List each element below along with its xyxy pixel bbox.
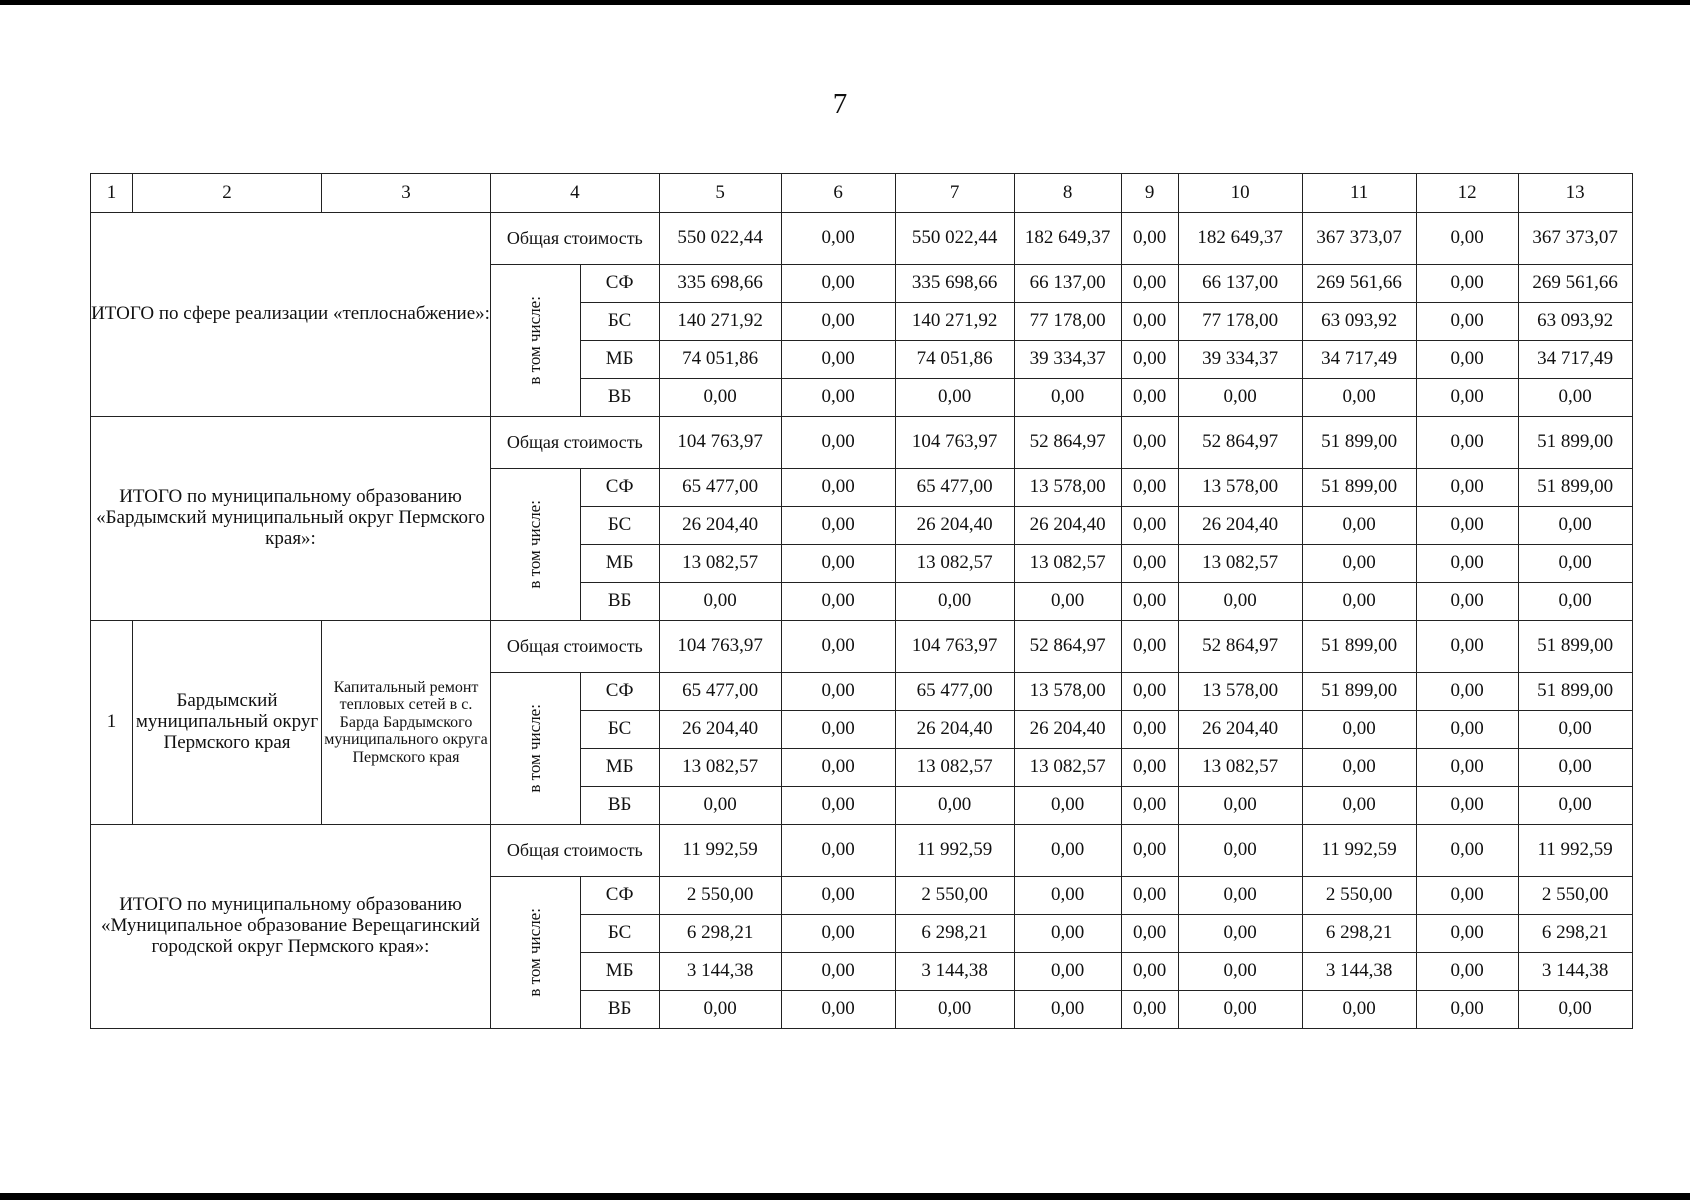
value-cell: 0,00 [1518, 507, 1632, 545]
value-cell: 0,00 [659, 379, 781, 417]
value-cell: 0,00 [1416, 711, 1518, 749]
page-number: 7 [832, 88, 848, 120]
funding-source-label: МБ [580, 341, 659, 379]
value-cell: 550 022,44 [895, 213, 1014, 265]
value-cell: 13 578,00 [1014, 673, 1121, 711]
value-cell: 0,00 [781, 213, 895, 265]
value-cell: 182 649,37 [1014, 213, 1121, 265]
value-cell: 269 561,66 [1302, 265, 1416, 303]
value-cell: 104 763,97 [659, 621, 781, 673]
including-label: в том числе: [524, 908, 544, 997]
object-name: Капитальный ремонт тепловых сетей в с. Барда Бардымского муниципального округа Пермского края [322, 621, 491, 825]
total-cost-label: Общая стоимость [491, 417, 660, 469]
value-cell: 0,00 [1178, 991, 1302, 1029]
header-cell: 9 [1121, 174, 1178, 213]
table-body [91, 174, 1633, 1029]
value-cell: 66 137,00 [1178, 265, 1302, 303]
value-cell: 367 373,07 [1302, 213, 1416, 265]
value-cell: 26 204,40 [659, 507, 781, 545]
value-cell: 0,00 [1014, 915, 1121, 953]
value-cell: 0,00 [1014, 991, 1121, 1029]
value-cell: 13 082,57 [659, 545, 781, 583]
value-cell: 0,00 [1416, 991, 1518, 1029]
value-cell: 51 899,00 [1518, 673, 1632, 711]
value-cell: 0,00 [1121, 711, 1178, 749]
value-cell: 26 204,40 [895, 507, 1014, 545]
value-cell: 0,00 [1302, 583, 1416, 621]
value-cell: 0,00 [1121, 469, 1178, 507]
value-cell: 39 334,37 [1178, 341, 1302, 379]
value-cell: 182 649,37 [1178, 213, 1302, 265]
value-cell: 0,00 [1121, 265, 1178, 303]
value-cell: 0,00 [1121, 583, 1178, 621]
value-cell: 34 717,49 [1302, 341, 1416, 379]
scan-bottom-edge [0, 1193, 1690, 1200]
funding-source-label: СФ [580, 877, 659, 915]
value-cell: 52 864,97 [1014, 621, 1121, 673]
value-cell: 11 992,59 [895, 825, 1014, 877]
value-cell: 0,00 [1416, 953, 1518, 991]
value-cell: 335 698,66 [659, 265, 781, 303]
value-cell: 0,00 [1416, 787, 1518, 825]
value-cell: 39 334,37 [1014, 341, 1121, 379]
value-cell: 0,00 [1416, 915, 1518, 953]
value-cell: 11 992,59 [1518, 825, 1632, 877]
value-cell: 140 271,92 [895, 303, 1014, 341]
value-cell: 26 204,40 [659, 711, 781, 749]
header-cell: 10 [1178, 174, 1302, 213]
value-cell: 66 137,00 [1014, 265, 1121, 303]
value-cell: 0,00 [1014, 583, 1121, 621]
value-cell: 26 204,40 [1178, 711, 1302, 749]
value-cell: 0,00 [1121, 507, 1178, 545]
value-cell: 0,00 [781, 621, 895, 673]
value-cell: 0,00 [1014, 877, 1121, 915]
including-label-cell [491, 265, 581, 417]
value-cell: 0,00 [1416, 379, 1518, 417]
value-cell: 0,00 [1121, 417, 1178, 469]
budget-table [90, 173, 1633, 1029]
value-cell: 0,00 [1302, 787, 1416, 825]
value-cell: 0,00 [1416, 673, 1518, 711]
value-cell: 0,00 [1416, 303, 1518, 341]
funding-source-label: СФ [580, 469, 659, 507]
value-cell: 0,00 [781, 711, 895, 749]
funding-source-label: ВБ [580, 583, 659, 621]
value-cell: 0,00 [1014, 953, 1121, 991]
value-cell: 51 899,00 [1302, 417, 1416, 469]
value-cell: 0,00 [1518, 787, 1632, 825]
value-cell: 2 550,00 [1302, 877, 1416, 915]
funding-source-label: БС [580, 507, 659, 545]
value-cell: 65 477,00 [659, 469, 781, 507]
header-cell: 5 [659, 174, 781, 213]
value-cell: 0,00 [1302, 507, 1416, 545]
value-cell: 0,00 [1121, 953, 1178, 991]
value-cell: 0,00 [781, 265, 895, 303]
header-cell: 6 [781, 174, 895, 213]
value-cell: 0,00 [1121, 341, 1178, 379]
group-label: ИТОГО по муниципальному образованию «Бардымский муниципальный округ Пермского края»: [91, 417, 491, 621]
value-cell: 0,00 [1121, 379, 1178, 417]
value-cell: 550 022,44 [659, 213, 781, 265]
table-row [91, 825, 1633, 877]
value-cell: 0,00 [1014, 379, 1121, 417]
value-cell: 0,00 [781, 583, 895, 621]
value-cell: 0,00 [1518, 991, 1632, 1029]
value-cell: 0,00 [1178, 825, 1302, 877]
value-cell: 74 051,86 [895, 341, 1014, 379]
value-cell: 0,00 [1178, 915, 1302, 953]
funding-source-label: СФ [580, 265, 659, 303]
scan-top-edge [0, 0, 1690, 5]
header-cell: 12 [1416, 174, 1518, 213]
including-label: в том числе: [524, 704, 544, 793]
value-cell: 0,00 [1178, 379, 1302, 417]
value-cell: 0,00 [1121, 825, 1178, 877]
value-cell: 0,00 [895, 583, 1014, 621]
value-cell: 52 864,97 [1178, 621, 1302, 673]
municipality-name: Бардымский муниципальный округ Пермского края [133, 621, 322, 825]
header-cell: 13 [1518, 174, 1632, 213]
value-cell: 0,00 [659, 787, 781, 825]
value-cell: 0,00 [1014, 825, 1121, 877]
value-cell: 2 550,00 [1518, 877, 1632, 915]
value-cell: 0,00 [1121, 749, 1178, 787]
funding-source-label: МБ [580, 545, 659, 583]
value-cell: 0,00 [781, 545, 895, 583]
value-cell: 0,00 [1416, 417, 1518, 469]
group-label: ИТОГО по сфере реализации «теплоснабжение»: [91, 213, 491, 417]
total-cost-label: Общая стоимость [491, 825, 660, 877]
value-cell: 63 093,92 [1302, 303, 1416, 341]
value-cell: 3 144,38 [659, 953, 781, 991]
value-cell: 26 204,40 [1014, 507, 1121, 545]
funding-source-label: ВБ [580, 991, 659, 1029]
value-cell: 26 204,40 [1014, 711, 1121, 749]
header-cell: 4 [491, 174, 660, 213]
value-cell: 0,00 [1416, 621, 1518, 673]
value-cell: 51 899,00 [1302, 469, 1416, 507]
value-cell: 104 763,97 [659, 417, 781, 469]
value-cell: 335 698,66 [895, 265, 1014, 303]
value-cell: 51 899,00 [1302, 621, 1416, 673]
value-cell: 0,00 [781, 507, 895, 545]
value-cell: 269 561,66 [1518, 265, 1632, 303]
value-cell: 0,00 [1416, 265, 1518, 303]
funding-source-label: БС [580, 915, 659, 953]
value-cell: 104 763,97 [895, 621, 1014, 673]
value-cell: 2 550,00 [895, 877, 1014, 915]
value-cell: 13 082,57 [659, 749, 781, 787]
value-cell: 0,00 [781, 469, 895, 507]
value-cell: 0,00 [1121, 621, 1178, 673]
value-cell: 0,00 [781, 341, 895, 379]
value-cell: 65 477,00 [895, 469, 1014, 507]
value-cell: 0,00 [1121, 303, 1178, 341]
value-cell: 63 093,92 [1518, 303, 1632, 341]
value-cell: 0,00 [1518, 545, 1632, 583]
value-cell: 0,00 [1416, 877, 1518, 915]
value-cell: 140 271,92 [659, 303, 781, 341]
table-row [91, 621, 1633, 673]
value-cell: 0,00 [781, 303, 895, 341]
funding-source-label: БС [580, 303, 659, 341]
value-cell: 6 298,21 [659, 915, 781, 953]
value-cell: 0,00 [1302, 545, 1416, 583]
value-cell: 367 373,07 [1518, 213, 1632, 265]
group-label: ИТОГО по муниципальному образованию «Муниципальное образование Верещагинский городской округ Пермского края»: [91, 825, 491, 1029]
value-cell: 51 899,00 [1518, 417, 1632, 469]
value-cell: 65 477,00 [659, 673, 781, 711]
value-cell: 104 763,97 [895, 417, 1014, 469]
value-cell: 6 298,21 [1302, 915, 1416, 953]
value-cell: 13 082,57 [1178, 545, 1302, 583]
value-cell: 0,00 [781, 991, 895, 1029]
value-cell: 0,00 [781, 877, 895, 915]
value-cell: 0,00 [895, 991, 1014, 1029]
value-cell: 0,00 [1416, 583, 1518, 621]
value-cell: 0,00 [1302, 749, 1416, 787]
value-cell: 0,00 [1121, 213, 1178, 265]
value-cell: 13 082,57 [895, 545, 1014, 583]
value-cell: 13 082,57 [1014, 545, 1121, 583]
value-cell: 0,00 [1121, 877, 1178, 915]
value-cell: 0,00 [659, 583, 781, 621]
row-number: 1 [91, 621, 133, 825]
value-cell: 3 144,38 [1518, 953, 1632, 991]
value-cell: 0,00 [1302, 379, 1416, 417]
value-cell: 0,00 [1121, 991, 1178, 1029]
value-cell: 0,00 [1178, 787, 1302, 825]
funding-source-label: БС [580, 711, 659, 749]
value-cell: 51 899,00 [1518, 469, 1632, 507]
table-row [91, 213, 1633, 265]
value-cell: 13 082,57 [1014, 749, 1121, 787]
header-cell: 8 [1014, 174, 1121, 213]
value-cell: 0,00 [1416, 825, 1518, 877]
value-cell: 74 051,86 [659, 341, 781, 379]
value-cell: 0,00 [1416, 469, 1518, 507]
header-cell: 11 [1302, 174, 1416, 213]
funding-source-label: ВБ [580, 379, 659, 417]
value-cell: 0,00 [1416, 341, 1518, 379]
total-cost-label: Общая стоимость [491, 621, 660, 673]
header-cell: 2 [133, 174, 322, 213]
including-label-cell [491, 673, 581, 825]
header-cell: 3 [322, 174, 491, 213]
including-label: в том числе: [524, 500, 544, 589]
value-cell: 52 864,97 [1178, 417, 1302, 469]
value-cell: 6 298,21 [895, 915, 1014, 953]
value-cell: 0,00 [781, 673, 895, 711]
funding-source-label: ВБ [580, 787, 659, 825]
header-cell: 7 [895, 174, 1014, 213]
value-cell: 65 477,00 [895, 673, 1014, 711]
value-cell: 26 204,40 [1178, 507, 1302, 545]
value-cell: 0,00 [1121, 787, 1178, 825]
value-cell: 0,00 [1302, 991, 1416, 1029]
table-row [91, 417, 1633, 469]
value-cell: 0,00 [1121, 673, 1178, 711]
value-cell: 3 144,38 [1302, 953, 1416, 991]
funding-source-label: СФ [580, 673, 659, 711]
value-cell: 34 717,49 [1518, 341, 1632, 379]
value-cell: 13 082,57 [1178, 749, 1302, 787]
value-cell: 0,00 [1178, 583, 1302, 621]
value-cell: 0,00 [781, 787, 895, 825]
value-cell: 0,00 [1416, 749, 1518, 787]
value-cell: 0,00 [1014, 787, 1121, 825]
value-cell: 0,00 [1518, 711, 1632, 749]
value-cell: 77 178,00 [1014, 303, 1121, 341]
header-cell: 1 [91, 174, 133, 213]
value-cell: 0,00 [781, 915, 895, 953]
value-cell: 13 082,57 [895, 749, 1014, 787]
value-cell: 6 298,21 [1518, 915, 1632, 953]
value-cell: 3 144,38 [895, 953, 1014, 991]
value-cell: 0,00 [1518, 379, 1632, 417]
including-label-cell [491, 469, 581, 621]
including-label-cell [491, 877, 581, 1029]
value-cell: 11 992,59 [659, 825, 781, 877]
value-cell: 0,00 [1302, 711, 1416, 749]
value-cell: 0,00 [1416, 545, 1518, 583]
value-cell: 0,00 [1178, 877, 1302, 915]
value-cell: 0,00 [1121, 545, 1178, 583]
value-cell: 0,00 [1121, 915, 1178, 953]
value-cell: 13 578,00 [1178, 469, 1302, 507]
value-cell: 51 899,00 [1302, 673, 1416, 711]
value-cell: 2 550,00 [659, 877, 781, 915]
value-cell: 0,00 [1416, 213, 1518, 265]
value-cell: 0,00 [1416, 507, 1518, 545]
value-cell: 77 178,00 [1178, 303, 1302, 341]
value-cell: 0,00 [781, 749, 895, 787]
value-cell: 0,00 [1178, 953, 1302, 991]
funding-source-label: МБ [580, 749, 659, 787]
value-cell: 11 992,59 [1302, 825, 1416, 877]
value-cell: 0,00 [781, 953, 895, 991]
value-cell: 26 204,40 [895, 711, 1014, 749]
header-row [91, 174, 1633, 213]
value-cell: 13 578,00 [1178, 673, 1302, 711]
value-cell: 0,00 [781, 379, 895, 417]
value-cell: 0,00 [1518, 749, 1632, 787]
value-cell: 52 864,97 [1014, 417, 1121, 469]
funding-source-label: МБ [580, 953, 659, 991]
value-cell: 0,00 [895, 787, 1014, 825]
value-cell: 0,00 [781, 417, 895, 469]
including-label: в том числе: [524, 296, 544, 385]
value-cell: 0,00 [781, 825, 895, 877]
value-cell: 0,00 [1518, 583, 1632, 621]
value-cell: 51 899,00 [1518, 621, 1632, 673]
total-cost-label: Общая стоимость [491, 213, 660, 265]
value-cell: 0,00 [659, 991, 781, 1029]
value-cell: 0,00 [895, 379, 1014, 417]
value-cell: 13 578,00 [1014, 469, 1121, 507]
